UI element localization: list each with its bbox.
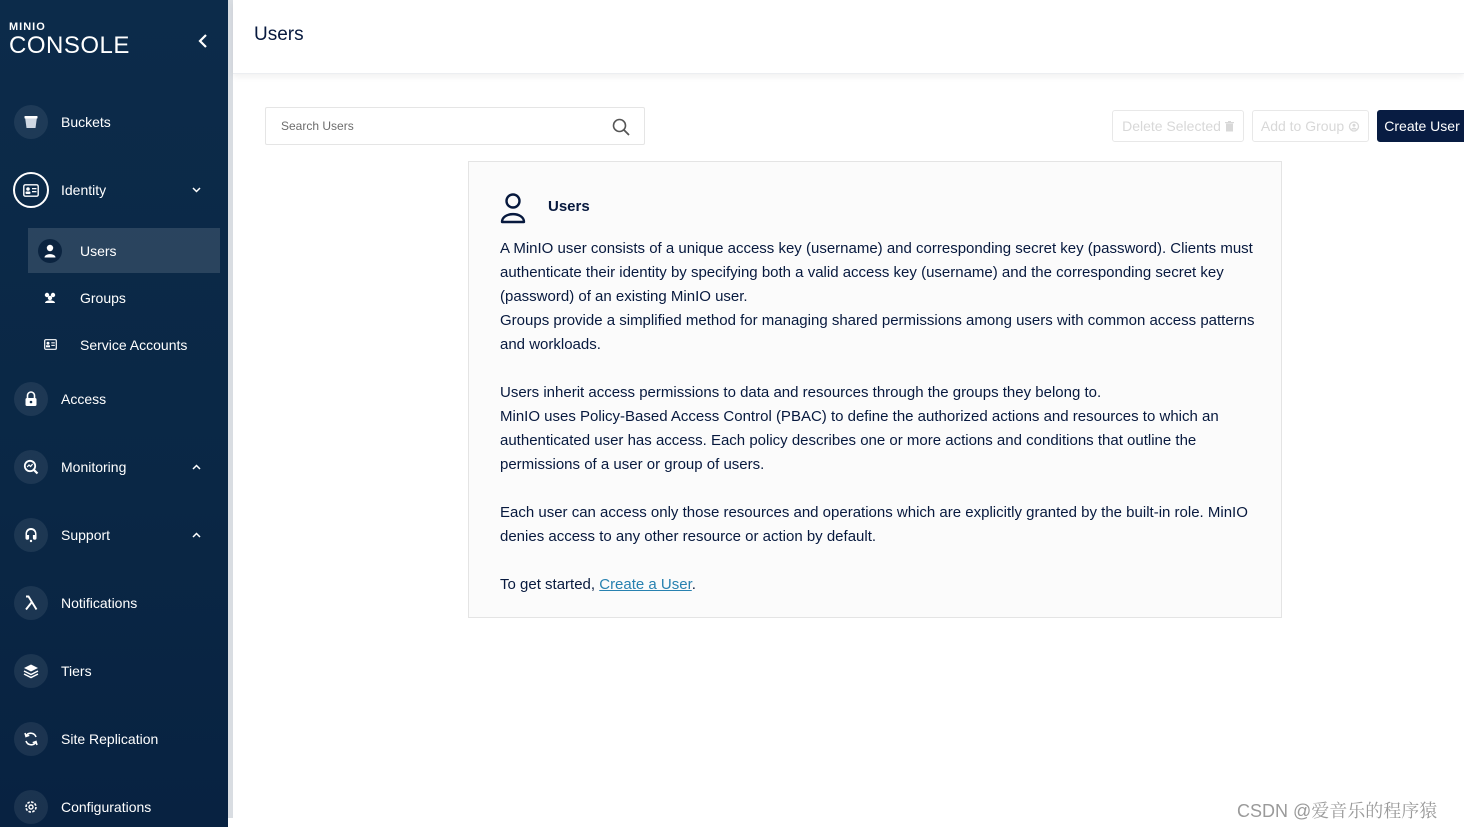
delete-selected-label: Delete Selected — [1122, 118, 1221, 134]
bucket-icon — [14, 105, 48, 139]
user-icon — [38, 239, 62, 263]
sidebar-item-buckets[interactable] — [0, 100, 228, 144]
logo-small-text: MINIO — [9, 21, 46, 33]
help-text — [500, 237, 1260, 597]
search-input[interactable] — [281, 117, 601, 135]
page-title: Users — [254, 24, 304, 45]
chevron-up-icon — [189, 528, 203, 542]
layers-icon — [14, 654, 48, 688]
sidebar-item-label: Tiers — [61, 663, 92, 679]
watermark: CSDN @爱音乐的程序猿 — [1237, 801, 1438, 821]
monitoring-icon — [14, 450, 48, 484]
logo-console-text: CONSOLE — [9, 32, 130, 59]
replication-icon — [14, 722, 48, 756]
create-user-button[interactable] — [1377, 110, 1464, 142]
sidebar-item-label: Support — [61, 527, 111, 543]
get-started-text: To get started, — [500, 576, 600, 593]
help-get-started — [500, 573, 1260, 597]
sidebar-item-label: Buckets — [61, 114, 111, 130]
sidebar-item-label: Access — [61, 391, 107, 407]
sidebar-item-support[interactable] — [0, 513, 228, 557]
create-user-label: Create User — [1384, 118, 1460, 134]
sidebar-item-identity[interactable] — [0, 168, 228, 212]
sidebar — [0, 0, 228, 827]
get-started-end: . — [691, 576, 696, 593]
group-add-icon — [1348, 121, 1360, 132]
add-to-group-label: Add to Group — [1260, 118, 1345, 134]
minio-logo[interactable] — [9, 22, 130, 58]
support-icon — [14, 518, 48, 552]
help-paragraph: Users inherit access permissions to data and resources through the groups they belong to. — [500, 384, 1102, 401]
sidebar-item-configurations[interactable] — [0, 785, 228, 827]
search-icon[interactable] — [611, 117, 631, 137]
search-box — [265, 107, 645, 145]
help-box — [468, 161, 1282, 618]
collapse-sidebar-button[interactable] — [193, 30, 213, 52]
help-paragraph: A MinIO user consists of a unique access key (username) and corresponding secret key (password). Clients must authenticate their identity by specifying both a valid access key (username) and the corresponding secret key (password) of an existing MinIO user. — [500, 240, 1253, 305]
sidebar-item-label: Site Replication — [61, 731, 159, 747]
sidebar-item-notifications[interactable] — [0, 581, 228, 625]
user-outline-icon — [499, 192, 527, 224]
group-icon — [38, 286, 62, 310]
sidebar-item-tiers[interactable] — [0, 649, 228, 693]
sidebar-subitem-label: Groups — [80, 289, 126, 306]
page-header — [233, 0, 1464, 74]
help-paragraph: Each user can access only those resources and operations which are explicitly granted by the built-in role. MinIO denies access to any other resource or action by default. — [500, 504, 1248, 545]
sidebar-item-label: Configurations — [61, 799, 152, 815]
sidebar-subitem-groups[interactable] — [28, 275, 220, 320]
chevron-up-icon — [189, 460, 203, 474]
chevron-down-icon — [189, 183, 203, 197]
sidebar-subitem-users[interactable] — [28, 228, 220, 273]
help-paragraph: MinIO uses Policy-Based Access Control (PBAC) to define the authorized actions and resources to which an authenticated user has access. Each policy describes one or more actions and conditions that outline the permissions of a user or group of users. — [500, 408, 1219, 473]
chevron-left-icon — [198, 34, 208, 48]
sidebar-item-monitoring[interactable] — [0, 445, 228, 489]
sidebar-subitem-service-accounts[interactable] — [28, 322, 220, 367]
identity-card-icon — [13, 172, 49, 208]
sidebar-item-access[interactable] — [0, 377, 228, 421]
help-paragraph: Groups provide a simplified method for managing shared permissions among users with common access patterns and workloads. — [500, 312, 1255, 353]
sidebar-divider — [228, 0, 233, 818]
service-account-icon — [38, 333, 62, 357]
add-to-group-button[interactable] — [1252, 110, 1369, 142]
sidebar-subitem-label: Users — [80, 242, 117, 259]
delete-selected-button[interactable] — [1112, 110, 1244, 142]
sidebar-item-label: Identity — [61, 182, 107, 198]
trash-icon — [1225, 121, 1234, 132]
create-user-link[interactable]: Create a User — [599, 576, 692, 593]
help-title: Users — [548, 198, 590, 215]
gear-icon — [14, 790, 48, 824]
sidebar-item-site-replication[interactable] — [0, 717, 228, 761]
lambda-icon — [14, 586, 48, 620]
sidebar-item-label: Monitoring — [61, 459, 127, 475]
sidebar-item-label: Notifications — [61, 595, 138, 611]
lock-icon — [14, 382, 48, 416]
sidebar-subitem-label: Service Accounts — [80, 336, 188, 353]
